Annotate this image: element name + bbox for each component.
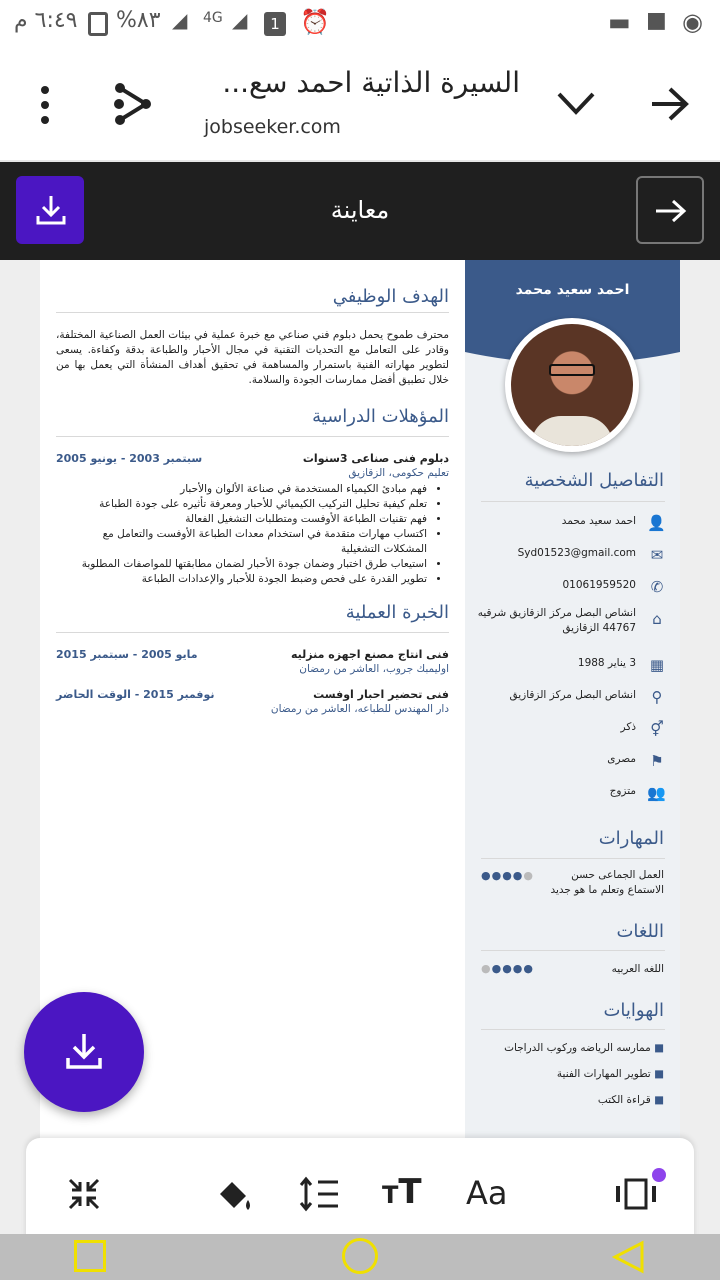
home-icon: ⌂ — [652, 610, 662, 628]
detail-row — [476, 654, 666, 678]
detail-text: احمد سعيد محمد — [561, 515, 636, 527]
calendar-icon: ▦ — [649, 656, 665, 674]
detail-row — [476, 782, 666, 806]
list-item: • تطوير القدرة على فحص وضبط الجودة للأحبار والإعدادات الطباعة — [59, 572, 427, 587]
skills-title: المهارات — [598, 828, 664, 849]
floating-download-button[interactable] — [24, 992, 144, 1112]
sim-badge: 1 — [264, 12, 286, 36]
folder-icon: ▬ — [608, 8, 631, 36]
list-item: • فهم تقنيات الطباعة الأوفست ومتطلبات التشغيل الفعالة — [59, 512, 427, 527]
detail-text: ذكر — [620, 721, 636, 733]
home-button[interactable] — [342, 1238, 378, 1274]
education-bullets — [59, 482, 449, 587]
language-level: ●●●●● — [481, 962, 535, 975]
resume-name: احمد سعيد محمد — [515, 282, 630, 298]
notification-dot — [652, 1168, 666, 1182]
hobby-item: ■ قراءة الكتب — [597, 1094, 664, 1106]
avatar — [511, 324, 633, 446]
detail-text: انشاص البصل مركز الزقازيق شرقيه 44767 الزقازيق — [477, 607, 636, 634]
detail-row — [476, 544, 666, 568]
share-icon[interactable] — [110, 82, 154, 126]
signal-icon: ◢ — [172, 8, 188, 32]
download-button[interactable] — [16, 176, 84, 244]
list-item: • تعلم كيفية تحليل التركيب الكيميائي للأحبار ومعرفة تأثيره على جودة الطباعة — [59, 497, 427, 512]
list-item: • اكتساب مهارات متقدمة في استخدام معدات الطباعة الأوفست والتعامل مع المشكلات التشغيلية — [59, 527, 427, 557]
font-icon[interactable]: Aa — [466, 1174, 508, 1212]
back-nav-button[interactable] — [612, 1240, 646, 1274]
camera-icon: ■ — [646, 8, 667, 33]
detail-row — [476, 512, 666, 536]
toolbar-title: معاينة — [330, 196, 390, 224]
gender-icon: ⚥ — [650, 720, 664, 738]
education-dates: سبتمبر 2003 - يونيو 2005 — [56, 452, 203, 465]
education-title: المؤهلات الدراسية — [312, 406, 449, 427]
education-school: تعليم حكومى، الزقازيق — [348, 467, 449, 479]
clock-text: ٦:٤٩ م — [14, 8, 78, 33]
more-options-icon[interactable] — [36, 86, 56, 126]
person-icon: 👤 — [647, 514, 666, 532]
list-item: • فهم مبادئ الكيمياء المستخدمة في صناعة الألوان والأحبار — [59, 482, 427, 497]
location-icon: ⚲ — [651, 688, 663, 706]
skill-level-1: ●●●●● — [481, 869, 535, 882]
list-item: • استيعاب طرق اختبار وضمان جودة الأحبار لضمان مطابقتها للمواصفات المطلوبة — [59, 557, 427, 572]
detail-row — [476, 718, 666, 742]
paint-bucket-icon[interactable] — [214, 1176, 256, 1214]
detail-text: مصرى — [607, 753, 636, 765]
battery-text: %٨٣ — [116, 8, 161, 33]
forward-arrow-icon[interactable] — [650, 86, 690, 122]
objective-text: محترف طموح يحمل دبلوم فني صناعي مع خبرة عملية في بيئات العمل الصناعية المختلفة، وقادر على التعامل مع التحديات التقنية في مجال الأحبار والطباعة بدقة وكفاءة. يسعى لتطوير مهاراته الفنية باستمرار والمساهمة في تحقيق أهداف المنشأة التي يعمل بها من خلال تطبيق أفضل ممارسات الجودة والسلامة. — [56, 329, 449, 386]
experience-dates-1: مايو 2005 - سبتمبر 2015 — [56, 648, 198, 661]
alarm-icon: ⏰ — [300, 8, 330, 36]
text-size-icon[interactable]: TT — [382, 1172, 422, 1212]
detail-row — [476, 750, 666, 774]
experience-role-1: فنى انتاج مصنع اجهزه منزليه — [291, 648, 449, 661]
signal-2-icon: ◢ — [232, 8, 248, 32]
detail-row — [476, 576, 666, 600]
system-nav-bar — [0, 1234, 720, 1280]
document-preview[interactable] — [0, 260, 720, 1280]
preview-toolbar — [0, 162, 720, 260]
experience-dates-2: نوفمبر 2015 - الوقت الحاضر — [56, 688, 215, 701]
detail-text: 3 يناير 1988 — [577, 657, 636, 669]
back-button[interactable] — [636, 176, 704, 244]
messenger-icon: ◉ — [682, 8, 703, 36]
collapse-icon[interactable] — [66, 1176, 102, 1212]
download-icon — [66, 1032, 102, 1070]
experience-role-2: فنى تحضير احبار اوفست — [313, 688, 449, 701]
status-bar — [0, 0, 720, 50]
detail-row — [476, 608, 666, 632]
hobbies-title: الهوايات — [603, 1000, 664, 1021]
details-title: التفاصيل الشخصية — [524, 470, 664, 491]
languages-title: اللغات — [616, 921, 664, 942]
network-text: 4G — [203, 10, 223, 26]
experience-title: الخبرة العملية — [345, 602, 449, 623]
flag-icon: ⚑ — [650, 752, 664, 770]
page-url: jobseeker.com — [204, 116, 341, 138]
detail-text: متزوج — [609, 785, 636, 797]
page-title: السيرة الذاتية احمد سع... — [222, 66, 520, 99]
detail-row — [476, 686, 666, 710]
layout-icon[interactable] — [614, 1176, 658, 1212]
email-icon: ✉ — [650, 546, 664, 564]
experience-company-1: اوليمبك جروب، العاشر من رمضان — [299, 663, 449, 675]
profile-photo — [505, 318, 639, 452]
recents-button[interactable] — [74, 1240, 106, 1272]
skill-item-2: الاستماع وتعلم ما هو جديد — [550, 884, 664, 896]
battery-icon — [88, 12, 108, 36]
people-icon: 👥 — [647, 784, 666, 802]
chevron-down-icon[interactable] — [556, 90, 596, 116]
objective-title: الهدف الوظيفي — [332, 286, 449, 307]
detail-text: Syd01523@gmail.com — [517, 547, 636, 559]
line-spacing-icon[interactable] — [298, 1176, 340, 1212]
education-degree: دبلوم فنى صناعى 3سنوات — [302, 452, 449, 465]
phone-icon: ✆ — [650, 578, 664, 596]
resume-sidebar — [465, 260, 680, 1140]
download-icon — [36, 194, 66, 226]
detail-text: 01061959520 — [562, 579, 636, 591]
language-item: اللغه العربيه — [611, 963, 664, 975]
skill-item-1: العمل الجماعى حسن — [571, 869, 664, 881]
experience-company-2: دار المهندس للطباعه، العاشر من رمضان — [270, 703, 449, 715]
hobby-item: ■ تطوير المهارات الفنية — [556, 1068, 664, 1080]
arrow-right-icon — [654, 198, 688, 224]
browser-bar — [0, 50, 720, 162]
detail-text: انشاص البصل مركز الزقازيق — [509, 689, 636, 701]
hobby-item: ■ ممارسه الرياضه وركوب الدراجات — [504, 1042, 664, 1054]
